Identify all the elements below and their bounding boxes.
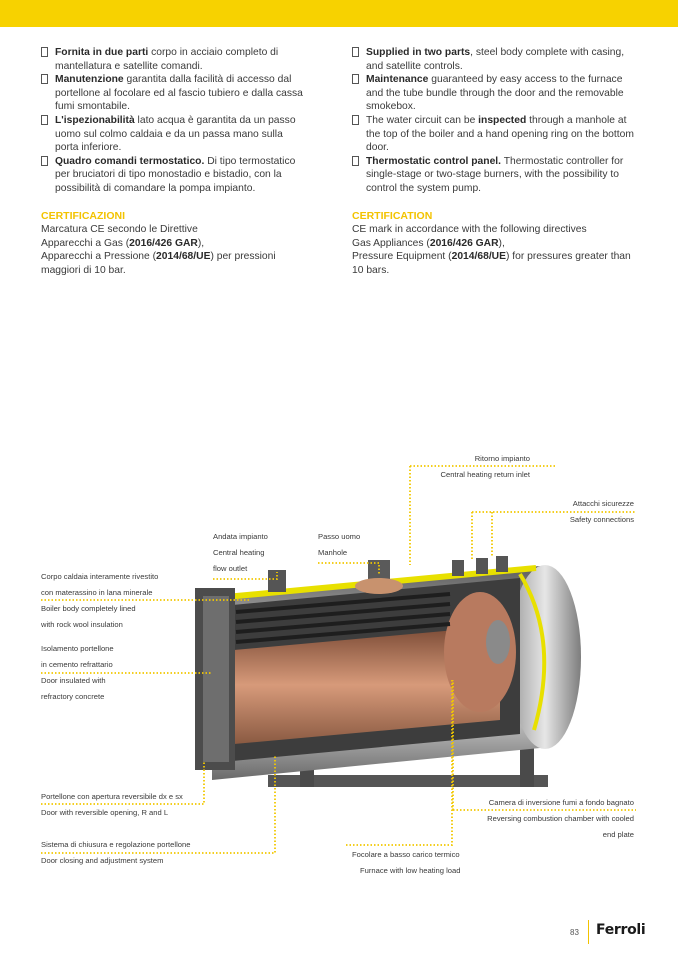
boiler-body-label-it-2: con materassino in lana minerale xyxy=(41,588,153,597)
safety-connections-label-en: Safety connections xyxy=(569,515,634,524)
bullet-item: Thermostatic control panel. Thermostatic controller for single-stage or two-stage burners, with the possibility to control the system pump. xyxy=(352,155,637,196)
flow-outlet-label-en: Central heating xyxy=(213,548,265,557)
manhole-label-it: Passo uomo xyxy=(318,532,361,541)
safety-connections-label-it: Attacchi sicurezze xyxy=(572,499,634,508)
door-insulation-label-en: Door insulated with xyxy=(41,676,106,685)
furnace-label-en: Furnace with low heating load xyxy=(360,866,461,875)
certification-heading: CERTIFICATION xyxy=(352,209,433,222)
reversing-chamber-label-en-2: end plate xyxy=(602,830,634,839)
door-closing-label-it: Sistema di chiusura e regolazione portellone xyxy=(41,840,191,849)
bullet-marker-icon xyxy=(352,156,359,166)
boiler-body-label-en: Boiler body completely lined xyxy=(41,604,136,613)
reversing-chamber-label-it: Camera di inversione fumi a fondo bagnato xyxy=(488,798,634,807)
english-column xyxy=(352,46,637,278)
certification-text: CE mark in accordance with the following directives Gas Appliances (2016/426 GAR), Pressure Equipment (2014/68/UE) for pressures greater than 10 bars. xyxy=(352,224,631,276)
ferroli-logo: Ferroli xyxy=(596,922,646,938)
door-closing-label-en: Door closing and adjustment system xyxy=(41,856,164,865)
boiler-body-label-en-2: with rock wool insulation xyxy=(41,620,123,629)
bullet-marker-icon xyxy=(352,115,359,125)
bullet-marker-icon xyxy=(41,47,48,57)
bullet-marker-icon xyxy=(41,74,48,84)
italian-column xyxy=(41,46,309,278)
bullet-marker-icon xyxy=(352,74,359,84)
flow-outlet-label-en-2: flow outlet xyxy=(213,564,248,573)
bullet-item: Fornita in due parti corpo in acciaio completo di mantellatura e satellite comandi. xyxy=(41,46,309,73)
bullet-item: Maintenance guaranteed by easy access to the furnace and the tube bundle through the door and the removable smokebox. xyxy=(352,73,637,114)
certification-text: Marcatura CE secondo le Direttive Apparecchi a Gas (2016/426 GAR), Apparecchi a Pressione (2014/68/UE) per pressioni maggiori di 10 bar. xyxy=(41,224,276,276)
door-insulation-label-it-2: in cemento refrattario xyxy=(41,660,113,669)
bullet-item: L'ispezionabilità lato acqua è garantita da un passo uomo sul colmo caldaia e da un passa mano sulla porta inferiore. xyxy=(41,114,309,155)
boiler-body-label-it: Corpo caldaia interamente rivestito xyxy=(41,572,159,581)
bullet-item: Manutenzione garantita dalla facilità di accesso dal portellone al focolare ed al fascio tubiero e dalla cassa fumi smontabile. xyxy=(41,73,309,114)
bullet-item: Supplied in two parts, steel body complete with casing, and satellite controls. xyxy=(352,46,637,73)
bullet-marker-icon xyxy=(41,156,48,166)
bullet-marker-icon xyxy=(41,115,48,125)
bullet-marker-icon xyxy=(352,47,359,57)
reversible-door-label-en: Door with reversible opening, R and L xyxy=(41,808,169,817)
door-insulation-label-en-2: refractory concrete xyxy=(41,692,105,701)
reversible-door-label-it: Portellone con apertura reversibile dx e sx xyxy=(41,792,183,801)
furnace-label-it: Focolare a basso carico termico xyxy=(352,850,460,859)
flow-outlet-label-it: Andata impianto xyxy=(213,532,268,541)
logo-divider xyxy=(588,920,589,944)
reversing-chamber-label-en: Reversing combustion chamber with cooled xyxy=(487,814,634,823)
manhole-label-en: Manhole xyxy=(318,548,348,557)
return-inlet-label-it: Ritorno impianto xyxy=(474,454,530,463)
certification-heading: CERTIFICAZIONI xyxy=(41,209,125,222)
bullet-item: Quadro comandi termostatico. Di tipo termostatico per bruciatori di tipo monostadio e bistadio, con la possibilità di comandare la pompa impianto. xyxy=(41,155,309,196)
return-inlet-label-en: Central heating return inlet xyxy=(440,470,530,479)
page-number: 83 xyxy=(570,928,579,937)
door-insulation-label-it: Isolamento portellone xyxy=(41,644,114,653)
brand-header-bar xyxy=(0,0,678,27)
bullet-item: The water circuit can be inspected through a manhole at the top of the boiler and a hand opening ring on the bottom door. xyxy=(352,114,637,155)
